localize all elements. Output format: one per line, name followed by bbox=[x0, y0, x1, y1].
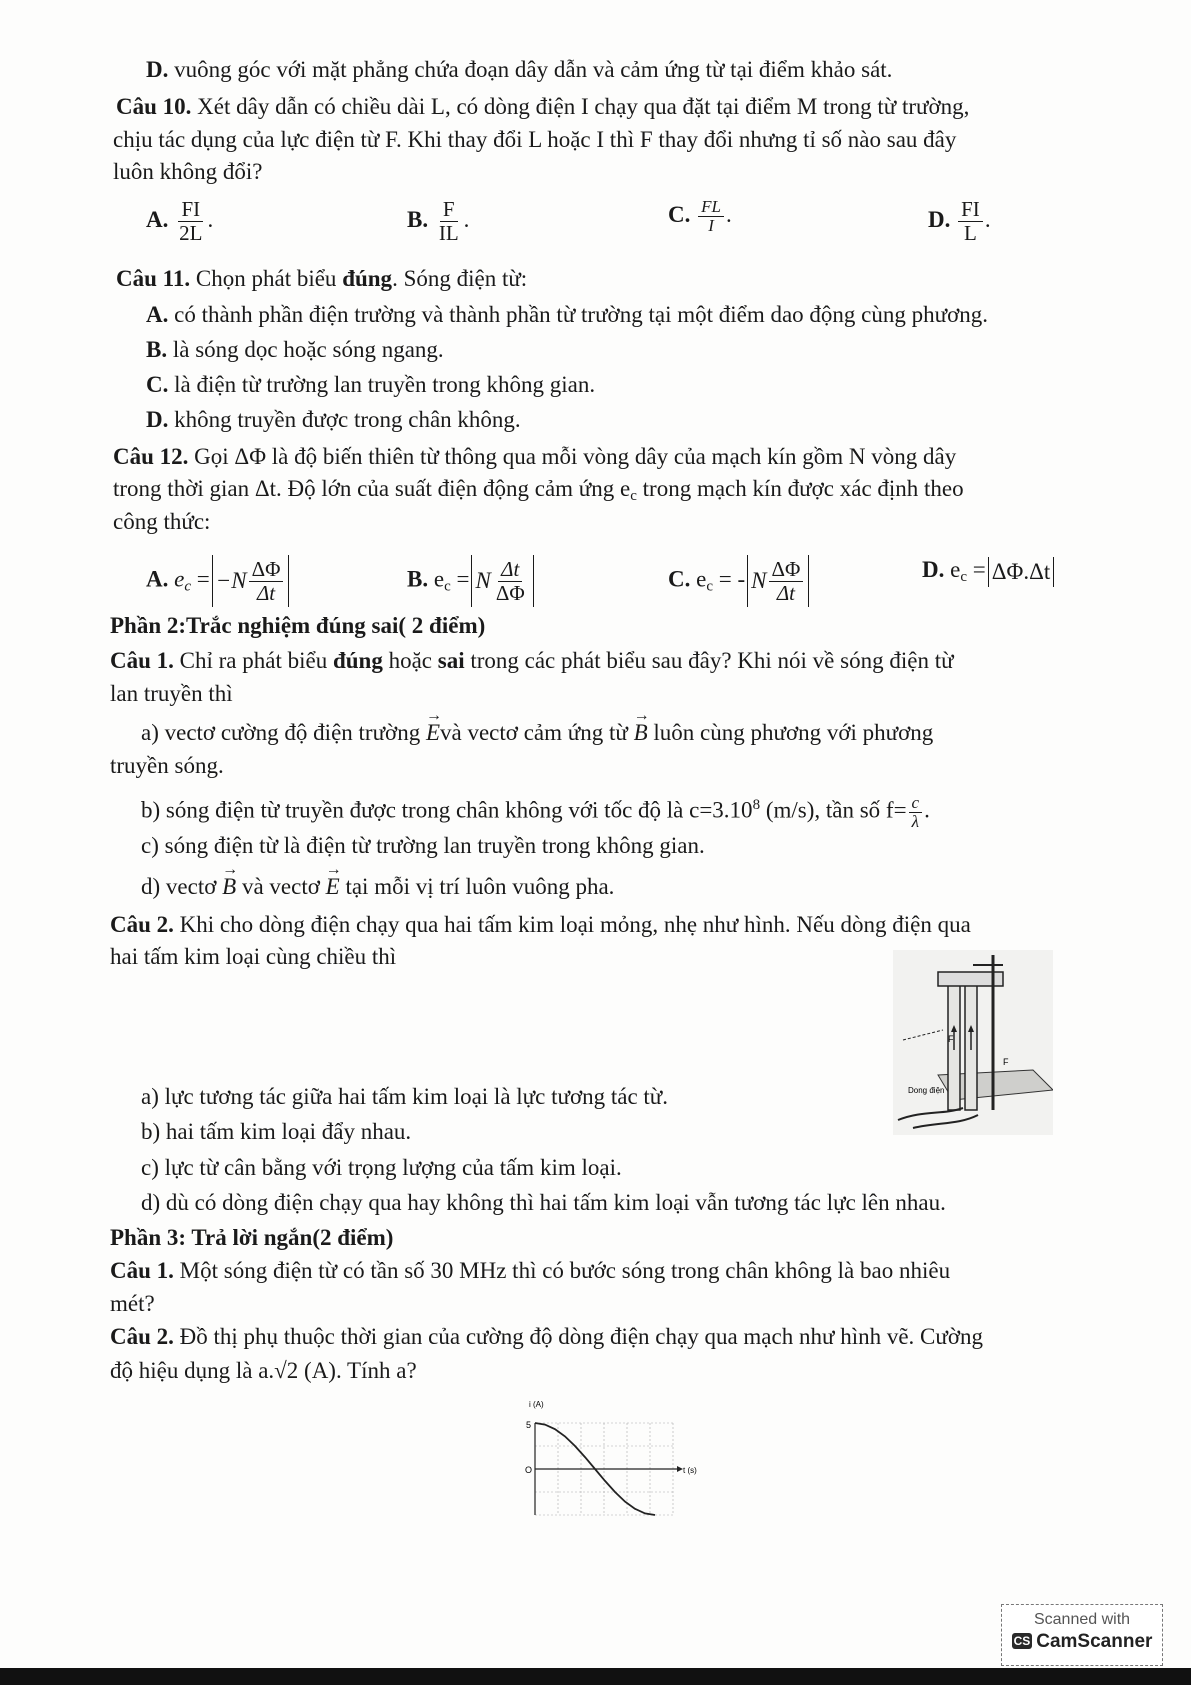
absolute-value: N $\frac{\Delta t}{\Delta\Phi}$ bbox=[471, 555, 533, 607]
p3-q2-line1: Câu 2. Đồ thị phụ thuộc thời gian của cường độ dòng điện chạy qua mạch như hình vẽ. Cường bbox=[110, 1324, 984, 1349]
q11-option-a: A. có thành phần điện trường và thành phần từ trường tại một điểm dao động cùng phương. bbox=[146, 302, 989, 327]
x-axis-label: t (s) bbox=[683, 1466, 697, 1475]
q10-option-b: B. $\frac{F}{IL}$ . bbox=[407, 197, 470, 245]
q12-line2: trong thời gian Δt. Độ lớn của suất điện động cảm ứng $e_c$ trong mạch kín được xác định theo bbox=[113, 476, 964, 504]
fraction: $\frac{c}{\lambda}$ bbox=[909, 794, 923, 831]
scanner-caption: Scanned with bbox=[1033, 1611, 1131, 1628]
current-time-graph bbox=[515, 1395, 705, 1520]
p2-q2-line2: hai tấm kim loại cùng chiều thì bbox=[110, 944, 397, 969]
p2-q1-c: c) sóng điện từ là điện từ trường lan truyền trong không gian. bbox=[141, 833, 705, 858]
q11-stem: Câu 11. Chọn phát biểu đúng. Sóng điện từ: bbox=[116, 266, 528, 291]
current-label: Dong điện bbox=[908, 1086, 945, 1095]
y-tick-label: 5 bbox=[526, 1420, 532, 1430]
q12-option-d: D. $e_c$ = ΔΦ.Δt bbox=[922, 555, 1056, 592]
camscanner-logo-icon: CS bbox=[1013, 1634, 1031, 1648]
q12-option-a: A. $e_c$ = −N $\frac{\Delta\Phi}{\Delta t}$ bbox=[146, 555, 291, 607]
force-label: F bbox=[1003, 1057, 1009, 1067]
p3-q2-line2: độ hiệu dụng là a.√2 (A). Tính a? bbox=[110, 1358, 417, 1383]
q9-option-d: D. vuông góc với mặt phẳng chứa đoạn dây dẫn và cảm ứng từ tại điểm khảo sát. bbox=[146, 57, 893, 82]
fraction: $\frac{FL}{I}$ bbox=[698, 198, 724, 235]
q12-line1: Câu 12. Gọi ΔΦ là độ biến thiên từ thông qua mỗi vòng dây của mạch kín gồm N vòng dây bbox=[113, 444, 957, 469]
q11-option-b: B. là sóng dọc hoặc sóng ngang. bbox=[146, 337, 444, 362]
absolute-value: N $\frac{\Delta\Phi}{\Delta t}$ bbox=[747, 555, 809, 607]
p2-q1-a: a) vectơ cường độ điện trường → Evà vectơ cảm ứng từ → B luôn cùng phương với phương bbox=[141, 718, 933, 748]
q10-option-d: D. $\frac{FI}{L}$ . bbox=[928, 197, 991, 245]
p2-q2-c: c) lực từ cân bằng với trọng lượng của tấm kim loại. bbox=[141, 1155, 622, 1180]
p2-q1-b: b) sóng điện từ truyền được trong chân không với tốc độ là $c=3.10^8$ (m/s), tần số f= $\frac{c}{\lambda}$ . bbox=[141, 792, 930, 831]
q12-line3: công thức: bbox=[113, 509, 211, 534]
camscanner-badge bbox=[1001, 1604, 1163, 1666]
p2-q1-a-line2: truyền sóng. bbox=[110, 753, 224, 778]
fraction: $\frac{\Delta t}{\Delta\Phi}$ bbox=[495, 556, 525, 605]
fraction: $\frac{FI}{L}$ bbox=[958, 198, 983, 245]
origin-label: O bbox=[525, 1465, 533, 1475]
fraction: $\frac{\Delta\Phi}{\Delta t}$ bbox=[249, 558, 284, 605]
absolute-value: ΔΦ.Δt bbox=[988, 557, 1055, 587]
q12-option-c: C. $e_c$ = - N $\frac{\Delta\Phi}{\Delta t}$ bbox=[668, 555, 811, 607]
p3-q1-line2: mét? bbox=[110, 1291, 155, 1316]
q10-option-a: A. $\frac{FI}{2L}$ . bbox=[146, 197, 214, 245]
q11-option-c: C. là điện từ trường lan truyền trong không gian. bbox=[146, 372, 596, 397]
scanner-brand: CS CamScanner bbox=[1013, 1631, 1153, 1652]
absolute-value: −N $\frac{\Delta\Phi}{\Delta t}$ bbox=[212, 555, 290, 607]
q10-option-c: C. $\frac{FL}{I}$ . bbox=[668, 197, 732, 235]
p2-q1-line1: Câu 1. Chỉ ra phát biểu đúng hoặc sai trong các phát biểu sau đây? Khi nói về sóng điện từ bbox=[110, 648, 954, 673]
p2-q2-b: b) hai tấm kim loại đẩy nhau. bbox=[141, 1119, 412, 1144]
p2-q2-a: a) lực tương tác giữa hai tấm kim loại là lực tương tác từ. bbox=[141, 1084, 669, 1109]
part3-title: Phần 3: Trả lời ngắn(2 điểm) bbox=[110, 1225, 394, 1250]
metal-plates-figure bbox=[893, 950, 1053, 1135]
fraction: $\frac{F}{IL}$ bbox=[438, 197, 459, 245]
p3-q1-line1: Câu 1. Một sóng điện từ có tần số 30 MHz thì có bước sóng trong chân không là bao nhiêu bbox=[110, 1258, 951, 1283]
q10-line2: chịu tác dụng của lực điện từ F. Khi thay đổi L hoặc I thì F thay đổi nhưng tỉ số nào sau đây bbox=[113, 127, 957, 152]
force-label: F bbox=[948, 1034, 954, 1044]
q10-line1: Câu 10. Xét dây dẫn có chiều dài L, có dòng điện I chạy qua đặt tại điểm M trong từ trường, bbox=[116, 94, 970, 119]
p2-q2-d: d) dù có dòng điện chạy qua hay không thì hai tấm kim loại vẫn tương tác lực lên nhau. bbox=[141, 1190, 946, 1215]
fraction: $\frac{\Delta\Phi}{\Delta t}$ bbox=[769, 558, 804, 605]
q11-option-d: D. không truyền được trong chân không. bbox=[146, 407, 521, 432]
y-axis-label: i (A) bbox=[529, 1400, 544, 1409]
p2-q1-line2: lan truyền thì bbox=[110, 681, 233, 706]
scan-bottom-edge bbox=[0, 1668, 1191, 1685]
p2-q2-line1: Câu 2. Khi cho dòng điện chạy qua hai tấm kim loại mỏng, nhẹ như hình. Nếu dòng điện qua bbox=[110, 912, 971, 937]
fraction: $\frac{FI}{2L}$ bbox=[179, 197, 203, 245]
q10-line3: luôn không đổi? bbox=[113, 159, 263, 184]
part2-title: Phần 2:Trắc nghiệm đúng sai( 2 điểm) bbox=[110, 613, 486, 638]
q12-option-b: B. $e_c$ = N $\frac{\Delta t}{\Delta\Phi}$ bbox=[407, 555, 536, 607]
p2-q1-d: d) vectơ → B và vectơ → E tại mỗi vị trí luôn vuông pha. bbox=[141, 872, 614, 902]
